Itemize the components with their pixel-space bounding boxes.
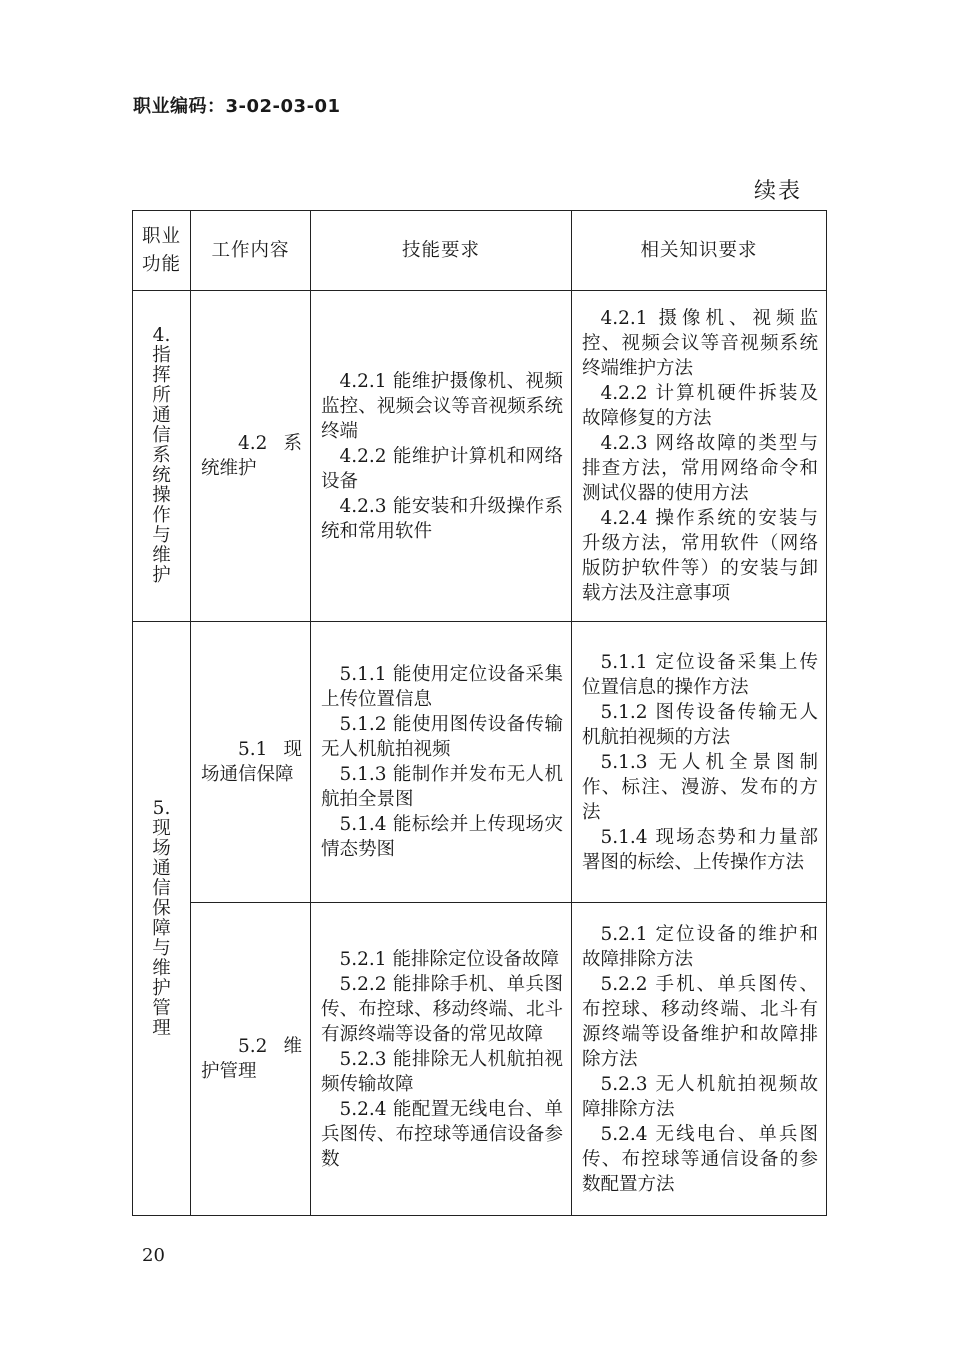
function-glyph: 维	[152, 957, 171, 979]
function-glyph: 与	[152, 525, 171, 546]
function-glyph: 通	[152, 405, 171, 426]
function-glyph: 系	[152, 445, 171, 466]
table-row	[133, 903, 827, 1216]
function-glyph: 4.	[152, 325, 171, 346]
continued-label: 续表	[754, 179, 803, 204]
function-cell-5	[133, 622, 191, 1216]
function-glyph: 保	[152, 897, 171, 919]
skills-cell: 4.2.1 能维护摄像机、视频监控、视频会议等音视频系统终端 4.2.2 能维护计算机和网络设备 4.2.3 能安装和升级操作系统和常用软件	[311, 291, 572, 622]
function-glyph: 所	[152, 385, 171, 406]
skills-table	[132, 210, 827, 1216]
skills-cell: 5.1.1 能使用定位设备采集上传位置信息 5.1.2 能使用图传设备传输无人机航拍视频 5.1.3 能制作并发布无人机航拍全景图 5.1.4 能标绘并上传现场灾情态势图	[311, 622, 572, 903]
work-content-cell: 5.2 维护管理	[191, 903, 311, 1216]
function-glyph: 与	[152, 937, 171, 959]
function-glyph: 护	[152, 565, 171, 586]
function-glyph: 场	[152, 837, 171, 859]
page-number: 20	[142, 1245, 165, 1266]
function-glyph: 管	[152, 997, 171, 1019]
table-header-row	[133, 211, 827, 291]
header-skills: 技能要求	[311, 211, 572, 291]
function-glyph: 5.	[152, 797, 171, 819]
skills-cell: 5.2.1 能排除定位设备故障 5.2.2 能排除手机、单兵图传、布控球、移动终端、北斗有源终端等设备的常见故障 5.2.3 能排除无人机航拍视频传输故障 5.2.4 能配置无线电台、单兵图传、布控球等通信设备参数	[311, 903, 572, 1216]
function-glyph: 信	[152, 425, 171, 446]
function-glyph: 护	[152, 977, 171, 999]
header-work-content: 工作内容	[191, 211, 311, 291]
function-glyph: 指	[152, 345, 171, 366]
knowledge-cell: 5.1.1 定位设备采集上传位置信息的操作方法 5.1.2 图传设备传输无人机航拍视频的方法 5.1.3 无人机全景图制作、标注、漫游、发布的方法 5.1.4 现场态势和力量部署图的标绘、上传操作方法	[572, 622, 827, 903]
knowledge-cell: 4.2.1 摄像机、视频监控、视频会议等音视频系统终端维护方法 4.2.2 计算机硬件拆装及故障修复的方法 4.2.3 网络故障的类型与排查方法，常用网络命令和测试仪器的使用方法 4.2.4 操作系统的安装与升级方法，常用软件（网络版防护软件等）的安装与卸载方法及注意事项	[572, 291, 827, 622]
function-glyph: 作	[152, 505, 171, 526]
function-glyph: 挥	[152, 365, 171, 386]
table-row	[133, 622, 827, 903]
work-content-cell: 4.2 系统维护	[191, 291, 311, 622]
header-function: 职业 功能	[133, 211, 191, 291]
knowledge-cell: 5.2.1 定位设备的维护和故障排除方法 5.2.2 手机、单兵图传、布控球、移动终端、北斗有源终端等设备维护和故障排除方法 5.2.3 无人机航拍视频故障排除方法 5.2.4 无线电台、单兵图传、布控球等通信设备的参数配置方法	[572, 903, 827, 1216]
occupation-code: 职业编码：3-02-03-01	[133, 96, 341, 117]
table-row	[133, 291, 827, 622]
function-glyph: 通	[152, 857, 171, 879]
function-glyph: 信	[152, 877, 171, 899]
function-glyph: 统	[152, 465, 171, 486]
header-knowledge: 相关知识要求	[572, 211, 827, 291]
function-glyph: 操	[152, 485, 171, 506]
function-glyph: 障	[152, 917, 171, 939]
work-content-cell: 5.1 现场通信保障	[191, 622, 311, 903]
function-cell-4	[133, 291, 191, 622]
function-glyph: 理	[152, 1017, 171, 1039]
function-glyph: 维	[152, 545, 171, 566]
function-glyph: 现	[152, 817, 171, 839]
